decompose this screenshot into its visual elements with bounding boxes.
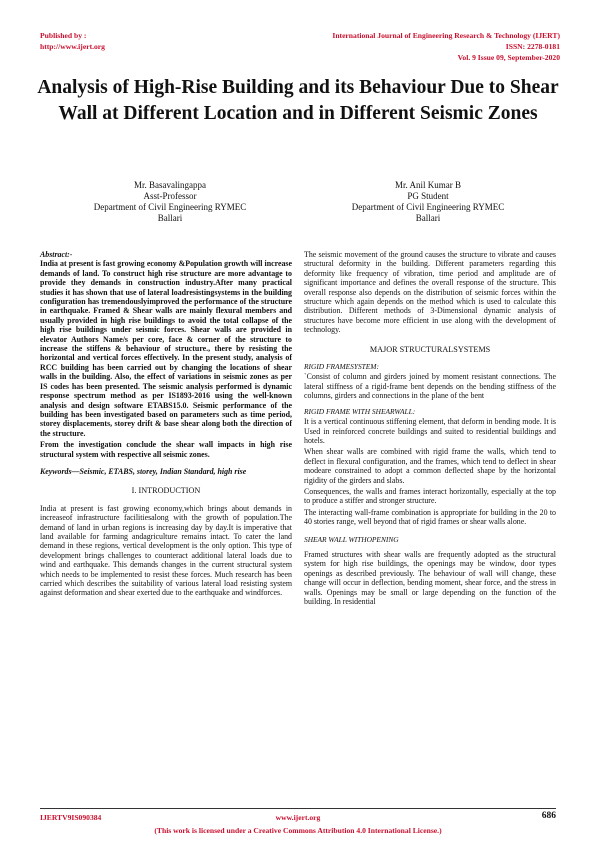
paper-id: IJERTV9IS090384	[40, 813, 102, 822]
keywords: Keywords—Seismic, ETABS, storey, Indian Standard, high rise	[40, 466, 247, 476]
volume-issue: Vol. 9 Issue 09, September-2020	[457, 53, 560, 62]
abstract-body: India at present is fast growing economy &Population growth will increase demands of land. To construct high rise structure are more advantage to provide they demands in construction industry.After many practical studies it has shown that use of lateral loadresistingsystems in the building configuration has tremendouslyimproved the performance of the structure in earthquake. Framed & Shear walls are mainly flexural members and usually provided in high rise buildings to avoid the total collapse of the high rise buildings under seismic forces. Shear walls are provided in elevator Authors Name/s per core, face & corner of the structure to increase the stiffens & behaviour of structure., there by resisting the horizontal and vertical forces effectively. In the present study, analysis of RCC building has been carried out by changing the locations of shear walls in the building. Also, the effect of variations in seismic zones as per IS codes has been presented. The seismic analysis performed is dynamic response spectrum method as per IS1893-2016 using the well-known analysis and design software ETABS15.0. Seismic performance of the building has been investigated based on parameters such as time period, storey displacements, storey drift & base shear along both the direction of the structure.	[40, 259, 292, 438]
rigid-frame-text: `Consist of column and girders joined by moment resistant connections. The lateral stiffness of a rigid-frame bent depends on the bending stiffness of the columns, girders and connections in the plane of the bent	[304, 372, 556, 401]
subheading-shear-wall-opening: SHEAR WALL WITHOPENING	[304, 534, 399, 544]
section-heading-introduction: I. INTRODUCTION	[131, 486, 201, 496]
rigid-shear-paragraph: Consequences, the walls and frames interact horizontally, especially at the top to produce a stiffer and stronger structure.	[304, 486, 556, 506]
paper-title: Analysis of High-Rise Building and its Behaviour Due to Shear Wall at Different Location and in Different Seismic Zones	[37, 77, 559, 124]
abstract-conclusion: From the investigation conclude the shear wall impacts in high rise structural system with respective all seismic zones.	[40, 440, 292, 459]
author-name: Mr. Anil Kumar B	[394, 180, 461, 190]
author-city: Ballari	[157, 213, 183, 223]
abstract-label: Abstract:-	[40, 250, 73, 259]
author-city: Ballari	[415, 213, 441, 223]
rigid-shear-paragraph: It is a vertical continuous stiffening element, that deform in bending mode. It is Used in reinforced concrete buildings and suited to residential buildings and hotels.	[304, 417, 556, 445]
seismic-movement-paragraph: The seismic movement of the ground causes the structure to vibrate and causes structural deformity in the building. Different parameters regarding this deformity like frequency of vibration, time period and amplitude are of significant importance and defines the overall response of the structure. This overall response also depends on the distribution of seismic forces within the structure which again depends on the method which is used to calculate this distribution. Different methods of 3-Dimensional dynamic analysis of structures have become more efficient in use along with the development of technology.	[304, 250, 556, 335]
author-dept: Department of Civil Engineering RYMEC	[351, 202, 505, 212]
shear-wall-opening-text: Framed structures with shear walls are frequently adopted as the structural system for high rise buildings, the openings may be window, door types openings as described previously. The behaviour of wall will change, these change will occur in deflection, bending moment, shear force, and the stress in walls. Openings may be small or large depending on the function of the building. In residential	[304, 549, 556, 606]
author-role: Asst-Professor	[143, 191, 197, 201]
introduction-text: India at present is fast growing economy,which brings about demands in increaseof infrastructure facilitiesalong with the growth of population.The demand of land in urban regions is increasing day by day.It is imperative that land available for farming andagriculture remains intact. To cater the land demand in these regions, vertical development is the only option. This type of development brings challenges to counteract additional lateral loads due to wind and earthquake. This demands changes in the current structural system which needs to be implemented to resist these forces. Much research has been carried which describes the suitability of various lateral load resisting system against deformation and shear exerted due to the earthquake and windforces.	[40, 503, 292, 598]
right-column	[304, 250, 556, 608]
section-heading-major-systems: MAJOR STRUCTURALSYSTEMS	[369, 344, 491, 354]
journal-url-link[interactable]: http://www.ijert.org	[40, 42, 105, 51]
issn: ISSN: 2278-0181	[505, 42, 560, 51]
author-block-2	[298, 180, 558, 224]
rigid-shear-paragraph: When shear walls are combined with rigid frame the walls, which tend to deflect in flexural configuration, and the frames, which tend to deflect in shear modeare constrained to adopt a common deflected shape by the horizontal rigidity of the girders and slabs.	[304, 447, 556, 485]
license-notice: (This work is licensed under a Creative Commons Attribution 4.0 International License.)	[154, 826, 442, 835]
subheading-rigid-frame-shear-wall: RIGID FRAME WITH SHEARWALL:	[304, 406, 416, 416]
footer-divider	[40, 808, 556, 809]
rigid-shear-paragraph: The interacting wall-frame combination is appropriate for building in the 20 to 40 stories range, well beyond that of rigid frames or shear walls alone.	[304, 507, 556, 527]
journal-name: International Journal of Engineering Research & Technology (IJERT)	[332, 31, 560, 40]
author-block-1	[40, 180, 300, 224]
footer-url-link[interactable]: www.ijert.org	[275, 813, 321, 822]
author-dept: Department of Civil Engineering RYMEC	[93, 202, 247, 212]
author-name: Mr. Basavalingappa	[134, 180, 206, 190]
subheading-rigid-frame: RIGID FRAMESYSTEM:	[304, 362, 379, 372]
author-role: PG Student	[407, 191, 449, 201]
publisher-label: Published by :	[40, 31, 87, 40]
page-number: 686	[541, 811, 556, 821]
left-column	[40, 250, 292, 600]
